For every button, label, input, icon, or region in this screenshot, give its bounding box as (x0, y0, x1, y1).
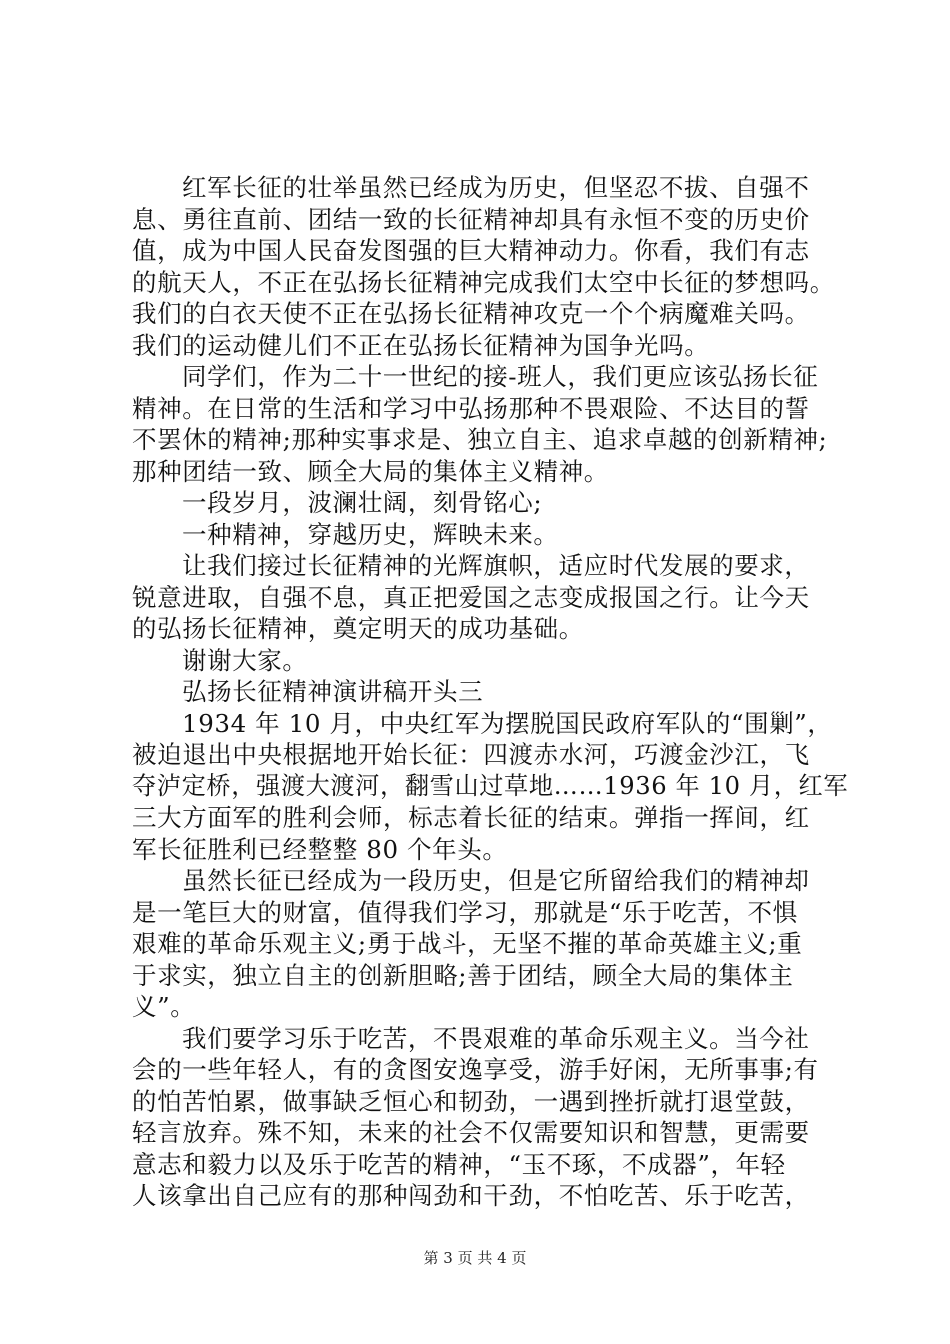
paragraph-line: 同学们，作为二十一世纪的接-班人，我们更应该弘扬长征 (182, 362, 819, 391)
paragraph-line: 值，成为中国人民奋发图强的巨大精神动力。你看，我们有志 (132, 236, 810, 265)
paragraph-line: 义”。 (132, 992, 196, 1021)
paragraph-line: 是一笔巨大的财富，值得我们学习，那就是“乐于吃苦，不惧 (132, 897, 798, 927)
paragraph-line: 让我们接过长征精神的光辉旗帜，适应时代发展的要求， (182, 551, 810, 580)
paragraph-line: 三大方面军的胜利会师，标志着长征的结束。弹指一挥间，红 (132, 803, 810, 832)
paragraph-line: 1934 年 10 月，中央红军为摆脱国民政府军队的“围剿”， (182, 708, 833, 738)
paragraph-line: 的怕苦怕累，做事缺乏恒心和韧劲，一遇到挫折就打退堂鼓， (132, 1086, 810, 1116)
verse-line: 一段岁月，波澜壮阔，刻骨铭心; (182, 488, 543, 517)
paragraph-line: 我们的运动健儿们不正在弘扬长征精神为国争光吗。 (132, 330, 710, 360)
paragraph-line: 红军长征的壮举虽然已经成为历史，但坚忍不拔、自强不 (182, 173, 810, 202)
paragraph-line: 轻言放弃。殊不知，未来的社会不仅需要知识和智慧，更需要 (132, 1118, 810, 1147)
closing-line: 谢谢大家。 (182, 645, 308, 675)
paragraph-line: 的航天人，不正在弘扬长征精神完成我们太空中长征的梦想吗。 (132, 267, 835, 297)
paragraph-line: 军长征胜利已经整整 80 个年头。 (132, 834, 508, 864)
paragraph-line: 被迫退出中央根据地开始长征：四渡赤水河，巧渡金沙江，飞 (132, 740, 810, 769)
paragraph-line: 精神。在日常的生活和学习中弘扬那种不畏艰险、不达目的誓 (132, 393, 810, 423)
page-number: 第 3 页 共 4 页 (423, 1249, 527, 1267)
document-body (132, 172, 852, 1212)
paragraph-line: 艰难的革命乐观主义;勇于战斗，无坚不摧的革命英雄主义;重 (132, 929, 803, 958)
paragraph-line: 夺泸定桥，强渡大渡河，翻雪山过草地……1936 年 10 月，红军 (132, 771, 849, 800)
paragraph-line: 于求实，独立自主的创新胆略;善于团结，顾全大局的集体主 (132, 960, 794, 990)
paragraph-line: 我们的白衣天使不正在弘扬长征精神攻克一个个病魔难关吗。 (132, 299, 810, 328)
paragraph-line: 那种团结一致、顾全大局的集体主义精神。 (132, 456, 609, 486)
paragraph-line: 会的一些年轻人，有的贪图安逸享受，游手好闲，无所事事;有 (132, 1055, 819, 1084)
paragraph-line: 虽然长征已经成为一段历史，但是它所留给我们的精神却 (182, 866, 810, 895)
paragraph-line: 锐意进取，自强不息，真正把爱国之志变成报国之行。让今天 (132, 582, 810, 612)
paragraph-line: 不罢休的精神;那种实事求是、独立自主、追求卓越的创新精神; (132, 425, 828, 454)
paragraph-line: 人该拿出自己应有的那种闯劲和干劲，不怕吃苦、乐于吃苦， (132, 1181, 810, 1210)
paragraph-line: 我们要学习乐于吃苦，不畏艰难的革命乐观主义。当今社 (182, 1023, 810, 1053)
section-heading: 弘扬长征精神演讲稿开头三 (182, 677, 484, 706)
verse-line: 一种精神，穿越历史，辉映未来。 (182, 519, 559, 549)
paragraph-line: 息、勇往直前、团结一致的长征精神却具有永恒不变的历史价 (132, 204, 810, 234)
paragraph-line: 意志和毅力以及乐于吃苦的精神，“玉不琢，不成器”，年轻 (132, 1149, 786, 1179)
paragraph-line: 的弘扬长征精神，奠定明天的成功基础。 (132, 614, 584, 643)
